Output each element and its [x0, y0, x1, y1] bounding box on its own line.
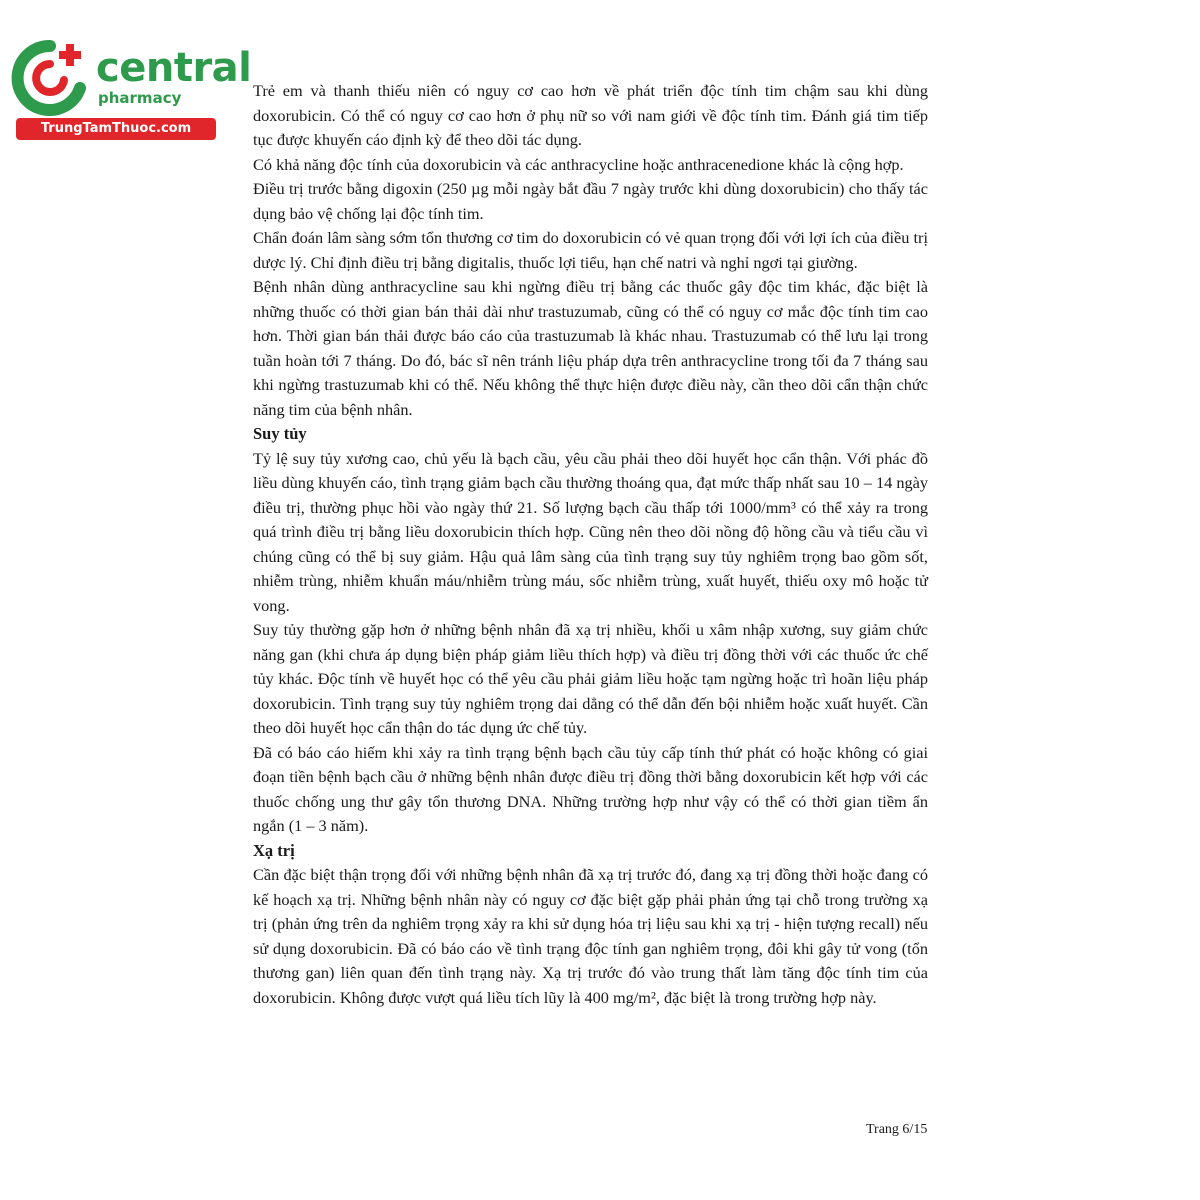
- paragraph: Tỷ lệ suy tủy xương cao, chủ yếu là bạch cầu, yêu cầu phải theo dõi huyết học cẩn thận. Với phác đồ liều dùng khuyến cáo, tình trạng giảm bạch cầu thường thoáng qua, đạt mức thấp nhất sau 10 – 14 ngày điều trị, thường phục hồi vào ngày thứ 21. Số lượng bạch cầu thấp tới 1000/mm³ có thể xảy ra trong quá trình điều trị bằng liều doxorubicin thích hợp. Cũng nên theo dõi nồng độ hồng cầu và tiểu cầu vì chúng cũng có thể bị suy giảm. Hậu quả lâm sàng của tình trạng suy tủy nghiêm trọng bao gồm sốt, nhiễm trùng, nhiễm khuẩn máu/nhiễm trùng máu, sốc nhiễm trùng, xuất huyết, thiếu oxy mô hoặc tử vong.: [253, 448, 928, 615]
- paragraph: Suy tủy thường gặp hơn ở những bệnh nhân đã xạ trị nhiều, khối u xâm nhập xương, suy giảm chức năng gan (khi chưa áp dụng biện pháp giảm liều thích hợp) và điều trị đồng thời với các thuốc ức chế tủy khác. Độc tính về huyết học có thể yêu cầu phải giảm liều hoặc tạm ngừng hoặc trì hoãn liệu pháp doxorubicin. Tình trạng suy tủy nghiêm trọng dai dẳng có thể dẫn đến bội nhiễm hoặc xuất huyết. Cần theo dõi huyết học cẩn thận do tác dụng ức chế tủy.: [253, 620, 928, 737]
- paragraph: Chẩn đoán lâm sàng sớm tổn thương cơ tim do doxorubicin có vẻ quan trọng đối với lợi ích của điều trị dược lý. Chỉ định điều trị bằng digitalis, thuốc lợi tiểu, hạn chế natri và nghỉ ngơi tại giường.: [253, 228, 928, 272]
- paragraph: Trẻ em và thanh thiếu niên có nguy cơ cao hơn về phát triển độc tính tim chậm sau khi dùng doxorubicin. Có thể có nguy cơ cao hơn ở phụ nữ so với nam giới về độc tính tim. Đánh giá tim tiếp tục được khuyến cáo định kỳ để theo dõi tác dụng.: [253, 81, 928, 149]
- paragraph: Có khả năng độc tính của doxorubicin và các anthracycline hoặc anthracenedione khác là cộng hợp.: [253, 154, 904, 174]
- paragraph: Bệnh nhân dùng anthracycline sau khi ngừng điều trị bằng các thuốc gây độc tim khác, đặc biệt là những thuốc có thời gian bán thải dài như trastuzumab, cũng có thể có nguy cơ mắc độc tính tim cao hơn. Thời gian bán thải được báo cáo của trastuzumab là khác nhau. Trastuzumab có thể lưu lại trong tuần hoàn tới 7 tháng. Do đó, bác sĩ nên tránh liệu pháp dựa trên anthracycline trong tối đa 7 tháng sau khi ngừng trastuzumab khi có thể. Nếu không thể thực hiện được điều này, cần theo dõi cẩn thận chức năng tim của bệnh nhân.: [253, 277, 928, 419]
- brand-name: central: [96, 45, 252, 91]
- brand-logo: [10, 38, 252, 138]
- brand-url-badge: TrungTamThuoc.com: [16, 118, 216, 140]
- section-heading: Xạ trị: [253, 840, 295, 860]
- document-body: [253, 79, 928, 1010]
- brand-subtitle: pharmacy: [98, 89, 182, 107]
- paragraph: Cần đặc biệt thận trọng đối với những bệnh nhân đã xạ trị trước đó, đang xạ trị đồng thời hoặc đang có kế hoạch xạ trị. Những bệnh nhân này có nguy cơ đặc biệt gặp phải phản ứng tại chỗ trong trường xạ trị (phản ứng trên da nghiêm trọng xảy ra khi sử dụng hóa trị liệu sau khi xạ trị - hiện tượng recall) nếu sử dụng doxorubicin. Đã có báo cáo về tình trạng độc tính gan nghiêm trọng, đôi khi gây tử vong (tổn thương gan) liên quan đến tình trạng này. Xạ trị trước đó vào trung thất làm tăng độc tính tim của doxorubicin. Không được vượt quá liều tích lũy là 400 mg/m², đặc biệt là trong trường hợp này.: [253, 865, 928, 1007]
- central-pharmacy-logo-icon: [10, 38, 90, 118]
- section-heading: Suy tủy: [253, 424, 307, 443]
- paragraph: Điều trị trước bằng digoxin (250 µg mỗi ngày bắt đầu 7 ngày trước khi dùng doxorubicin) cho thấy tác dụng bảo vệ chống lại độc tính tim.: [253, 179, 928, 223]
- page-number: Trang 6/15: [866, 1122, 928, 1137]
- paragraph: Đã có báo cáo hiếm khi xảy ra tình trạng bệnh bạch cầu tủy cấp tính thứ phát có hoặc không có giai đoạn tiền bệnh bạch cầu ở những bệnh nhân được điều trị đồng thời bằng doxorubicin kết hợp với các thuốc chống ung thư gây tổn thương DNA. Những trường hợp như vậy có thể có thời gian tiềm ẩn ngắn (1 – 3 năm).: [253, 742, 928, 835]
